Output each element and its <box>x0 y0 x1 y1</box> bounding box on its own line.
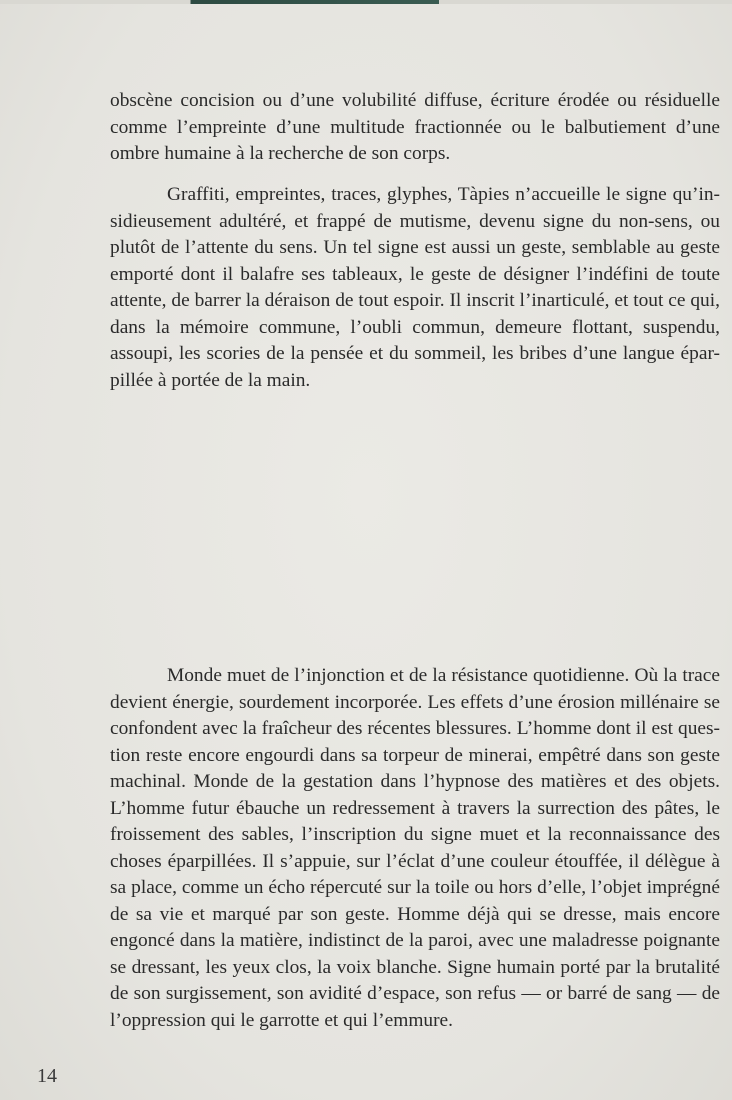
paragraph-line: se dressant, les yeux clos, la voix blanche. Signe humain porté par la brutalité <box>110 956 720 978</box>
paragraph-line: devient énergie, sourdement incorporée. Les effets d’une érosion millénaire se <box>110 691 720 713</box>
paragraph-line: ombre humaine à la recherche de son corps. <box>110 143 451 164</box>
paragraph-line: confondent avec la fraîcheur des récentes blessures. L’homme dont il est ques- <box>110 718 720 739</box>
paragraph-line: l’oppression qui le garrotte et qui l’emmure. <box>110 1009 454 1031</box>
paragraph-line: sa place, comme un écho répercuté sur la toile ou hors d’elle, l’objet imprégné <box>110 877 720 898</box>
paragraph-line: tion reste encore engourdi dans sa torpeur de minerai, empêtré dans son geste <box>110 744 720 766</box>
paragraph-line: pillée à portée de la main. <box>110 369 311 391</box>
paragraph-line: comme l’empreinte d’une multitude fractionnée ou le balbutiement d’une <box>110 116 720 138</box>
paragraph-line: choses éparpillées. Il s’appuie, sur l’éclat d’une couleur étouffée, il délègue à <box>110 850 720 872</box>
paragraph-line: emporté dont il balafre ses tableaux, le geste de désigner l’indéfini de toute <box>110 263 720 285</box>
paragraph-1 <box>110 88 720 168</box>
paragraph-line: machinal. Monde de la gestation dans l’hypnose des matières et des objets. <box>110 771 720 792</box>
paragraph-line: de sa vie et marqué par son geste. Homme déjà qui se dresse, mais encore <box>110 903 720 925</box>
paragraph-line: froissement des sables, l’inscription du signe muet et la reconnaissance des <box>110 824 720 845</box>
paragraph-line: attente, de barrer la déraison de tout espoir. Il inscrit l’inarticulé, et tout ce qui, <box>110 290 720 311</box>
paragraph-line: Graffiti, empreintes, traces, glyphes, Tàpies n’accueille le signe qu’in- <box>167 184 720 205</box>
paragraph-3 <box>110 663 720 1034</box>
page-number: 14 <box>37 1065 57 1087</box>
paragraph-line: L’homme futur ébauche un redressement à travers la surrection des pâtes, le <box>110 797 720 819</box>
paragraph-line: engoncé dans la matière, indistinct de la paroi, avec une maladresse poignante <box>110 930 720 951</box>
paragraph-line: obscène concision ou d’une volubilité diffuse, écriture érodée ou résiduelle <box>110 90 720 111</box>
paragraph-line: sidieusement adultéré, et frappé de mutisme, devenu signe du non-sens, ou <box>110 210 720 232</box>
paragraph-2 <box>110 182 720 394</box>
paragraph-line: assoupi, les scories de la pensée et du sommeil, les bribes d’une langue épar- <box>110 343 720 364</box>
paragraph-line: Monde muet de l’injonction et de la résistance quotidienne. Où la trace <box>167 665 720 686</box>
paragraph-line: dans la mémoire commune, l’oubli commun, demeure flottant, suspendu, <box>110 316 720 338</box>
paragraph-line: de son surgissement, son avidité d’espace, son refus — or barré de sang — de <box>110 983 720 1004</box>
paragraph-line: plutôt de l’attente du sens. Un tel signe est aussi un geste, semblable au geste <box>110 237 720 258</box>
